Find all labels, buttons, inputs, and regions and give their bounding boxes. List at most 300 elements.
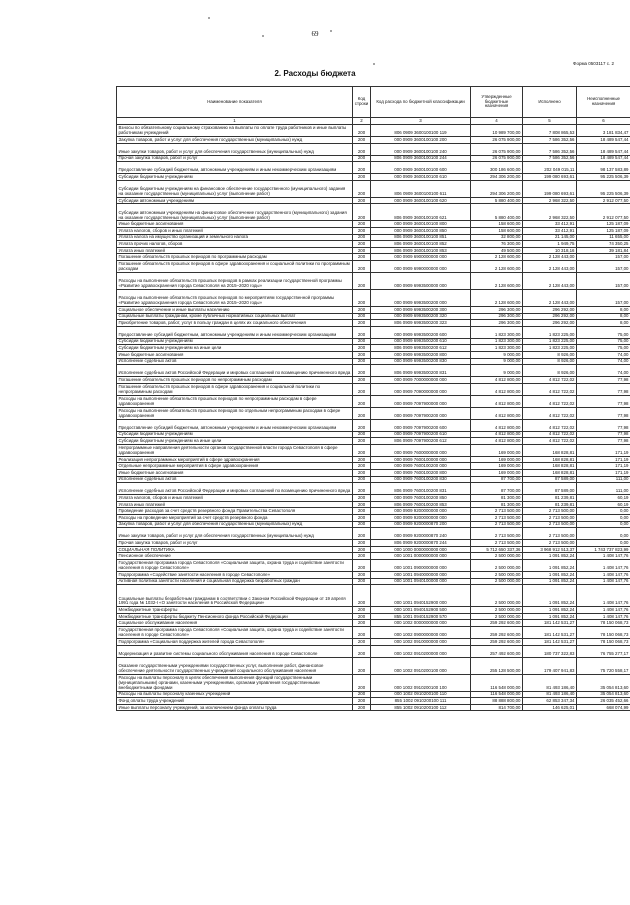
cell-unexecuted: 77,98 [577,419,630,431]
cell-executed: 181 142 531,27 [523,620,577,627]
cell-unexecuted: 1 408 147,76 [577,585,630,607]
cell-classification-code: 000 0909 7097900200 000 [371,407,471,419]
cell-unexecuted: 157,00 [577,254,630,261]
cell-name: Проведение расходов за счет средств резервного фонда Правительства Севастополя [117,508,353,515]
cell-name: Подпрограмма «Содействие занятости населения в городе Севастополе» [117,572,353,579]
cell-classification-code: 806 0909 7600100200 853 [371,501,471,508]
cell-classification-code: 000 0909 7600100000 000 [371,456,471,463]
table-row [117,241,630,248]
cell-name: Исполнение судебных актов [117,476,353,483]
cell-line-code: 200 [353,476,371,483]
cell-unexecuted: 171,19 [577,444,630,456]
cell-name: Субсидии бюджетным учреждениям [117,174,353,181]
cell-name: Уплата налогов, сборов и иных платежей [117,227,353,234]
cell-unexecuted: 1 408 147,76 [577,572,630,579]
cell-executed: 4 812 722,02 [523,383,577,395]
header-approved: Утвержденные бюджетные назначения [471,87,523,118]
cell-executed: 10 318,16 [523,247,577,254]
cell-line-code: 200 [353,528,371,540]
cell-unexecuted: 2 912 077,50 [577,204,630,221]
cell-line-code: 200 [353,585,371,607]
cell-line-code: 200 [353,546,371,553]
table-row [117,338,630,345]
cell-approved: 4 812 800,00 [471,431,523,438]
cell-name: Субсидии бюджетным учреждениям [117,338,353,345]
section-title: 2. Расходы бюджета [274,69,356,78]
cell-approved: 169 000,00 [471,444,523,456]
cell-line-code: 200 [353,657,371,674]
cell-unexecuted: 77,98 [577,395,630,407]
cell-classification-code: 000 0909 6993500200 300 [371,306,471,313]
cell-classification-code: 000 0909 6993500200 610 [371,338,471,345]
cell-approved: 5 712 650 337,36 [471,546,523,553]
cell-line-code: 200 [353,204,371,221]
cell-line-code: 200 [353,320,371,327]
cell-executed: 2 713 500,00 [523,515,577,522]
cell-line-code: 200 [353,645,371,657]
cell-name: Реализация непрограммных мероприятий в сфере здравоохранения [117,456,353,463]
cell-approved: 2 500 000,00 [471,553,523,560]
cell-executed: 2 713 500,00 [523,508,577,515]
cell-classification-code: 000 0909 7600100200 850 [371,495,471,502]
cell-line-code: 200 [353,501,371,508]
column-numbers-row [117,118,630,125]
cell-unexecuted: 74 350,25 [577,241,630,248]
table-row [117,313,630,320]
cell-approved: 2 128 600,00 [471,260,523,272]
cell-classification-code: 000 1002 0910000000 000 [371,638,471,645]
cell-name: Исполнение судебных актов Российской Федерации и мировых соглашений по возмещению причиненного вреда [117,483,353,495]
cell-line-code: 200 [353,613,371,620]
table-row [117,358,630,365]
table-row [117,620,630,627]
cell-unexecuted: 74,00 [577,358,630,365]
cell-unexecuted: 78 150 068,73 [577,626,630,638]
cell-classification-code: 000 1001 0900000000 000 [371,560,471,572]
cell-executed: 7 586 352,56 [523,137,577,144]
table-row [117,351,630,358]
cell-name: Исполнение судебных актов Российской Федерации и мировых соглашений по возмещению причиненного вреда [117,365,353,377]
cell-line-code: 200 [353,483,371,495]
cell-unexecuted: 75,00 [577,338,630,345]
cell-name: Иные закупки товаров, работ и услуг для обеспечения государственных (муниципальных) нужд [117,528,353,540]
cell-unexecuted: 0,00 [577,540,630,547]
cell-classification-code: 855 1001 0940152900 570 [371,613,471,620]
table-row [117,495,630,502]
cell-line-code: 200 [353,377,371,384]
cell-name: Подпрограмма «Социальная поддержка жителей города Севастополя» [117,638,353,645]
cell-classification-code: 000 0909 6993500200 800 [371,351,471,358]
table-row [117,326,630,338]
cell-executed: 7 586 352,56 [523,143,577,155]
cell-line-code: 200 [353,704,371,711]
cell-line-code: 200 [353,358,371,365]
cell-executed: 180 737 322,83 [523,645,577,657]
cell-approved: 814 700,00 [471,704,523,711]
cell-approved: 296 300,00 [471,320,523,327]
cell-unexecuted: 60,19 [577,495,630,502]
cell-approved: 2 500 000,00 [471,613,523,620]
cell-unexecuted: 77,98 [577,377,630,384]
cell-classification-code: 806 0909 3600100100 119 [371,125,471,137]
cell-executed: 1 949,75 [523,241,577,248]
cell-approved: 169 000,00 [471,463,523,470]
cell-name: Государственная программа города Севастополя «Социальная защита, охрана труда и содействие занятости населения в городе Севастополе» [117,626,353,638]
cell-classification-code: 000 0909 7097900000 000 [371,395,471,407]
cell-approved: 255 128 500,00 [471,657,523,674]
cell-unexecuted: 2 912 077,50 [577,197,630,204]
table-row [117,540,630,547]
cell-executed: 4 812 722,02 [523,431,577,438]
cell-name: Государственная программа города Севастополя «Социальная защита, охрана труда и содействие занятости населения в городе Севастополе» [117,560,353,572]
table-row [117,626,630,638]
cell-approved: 1 823 300,00 [471,338,523,345]
cell-name: Расходы на выполнение обязательств прошлых периодов в рамках реализации государственной программы «Развитие здравоохранения города Севастополя на 2015–2020 годы» [117,272,353,289]
cell-approved: 2 500 000,00 [471,585,523,607]
cell-name: Субсидии бюджетным учреждениям на иные цели [117,345,353,352]
cell-classification-code: 000 1001 0940152900 000 [371,585,471,607]
cell-unexecuted: 95 225 506,39 [577,180,630,197]
cell-name: Уплата иных платежей [117,501,353,508]
table-row [117,155,630,162]
table-row [117,137,630,144]
page-number: 69 [311,30,319,38]
column-number: 6 [577,118,630,125]
cell-approved: 2 128 600,00 [471,254,523,261]
table-row [117,419,630,431]
table-row [117,306,630,313]
cell-executed: 7 808 865,53 [523,125,577,137]
cell-classification-code: 855 1002 0910200100 111 [371,698,471,705]
table-row [117,260,630,272]
cell-unexecuted: 125 187,09 [577,221,630,228]
cell-unexecuted: 18 489 547,44 [577,137,630,144]
table-row [117,578,630,585]
cell-line-code: 200 [353,313,371,320]
cell-name: Пенсионное обеспечение [117,553,353,560]
cell-executed: 168 828,81 [523,463,577,470]
cell-line-code: 200 [353,540,371,547]
cell-unexecuted: 171,19 [577,463,630,470]
cell-approved: 2 713 500,00 [471,521,523,528]
table-row [117,508,630,515]
table-row [117,431,630,438]
cell-classification-code: 000 0909 6993500200 600 [371,326,471,338]
cell-approved: 32 800,00 [471,234,523,241]
cell-approved: 1 823 300,00 [471,345,523,352]
cell-name: Межбюджетные трансферты бюджету Пенсионного фонда Российской Федерации [117,613,353,620]
cell-approved: 26 075 900,00 [471,155,523,162]
cell-executed: 4 812 722,02 [523,438,577,445]
cell-classification-code: 000 0909 6993500200 320 [371,313,471,320]
cell-unexecuted: 77,98 [577,407,630,419]
cell-approved: 296 300,00 [471,306,523,313]
header-unexecuted: Неисполненные назначения [577,87,630,118]
cell-approved: 9 000,00 [471,358,523,365]
cell-name: Социальное обеспечение и иные выплаты населению [117,306,353,313]
cell-classification-code: 000 0909 9200000000 000 [371,508,471,515]
cell-approved: 5 880 400,00 [471,204,523,221]
cell-unexecuted: 111,00 [577,476,630,483]
cell-executed: 1 823 225,00 [523,326,577,338]
table-row [117,698,630,705]
cell-unexecuted: 78 150 068,73 [577,638,630,645]
cell-unexecuted: 39 181,84 [577,247,630,254]
cell-approved: 116 548 000,00 [471,674,523,691]
cell-approved: 116 548 000,00 [471,691,523,698]
cell-executed: 87 589,00 [523,476,577,483]
cell-unexecuted: 11 655,00 [577,234,630,241]
cell-approved: 26 075 900,00 [471,143,523,155]
cell-executed: 8 926,00 [523,351,577,358]
cell-executed: 1 091 852,24 [523,553,577,560]
table-row [117,438,630,445]
cell-line-code: 200 [353,234,371,241]
table-row [117,638,630,645]
cell-name: Расходы на выплаты персоналу казенных учреждений [117,691,353,698]
cell-classification-code: 000 1001 0940100000 000 [371,578,471,585]
cell-classification-code: 000 1002 0000000000 000 [371,620,471,627]
cell-name: Социальные выплаты гражданам, кроме публичных нормативных социальных выплат [117,313,353,320]
cell-classification-code: 806 0909 6993500200 612 [371,345,471,352]
table-row [117,470,630,477]
cell-unexecuted: 1 408 147,76 [577,578,630,585]
cell-line-code: 200 [353,638,371,645]
cell-line-code: 200 [353,326,371,338]
cell-classification-code: 000 1001 0000000000 000 [371,553,471,560]
cell-approved: 2 128 600,00 [471,289,523,306]
cell-name: Погашение обязательств прошлых периодов по программным расходам [117,254,353,261]
cell-line-code: 200 [353,395,371,407]
cell-executed: 296 292,00 [523,313,577,320]
cell-unexecuted: 18 489 547,44 [577,143,630,155]
cell-executed: 4 812 722,02 [523,395,577,407]
cell-unexecuted: 74,00 [577,351,630,358]
cell-line-code: 200 [353,351,371,358]
cell-line-code: 200 [353,521,371,528]
cell-line-code: 200 [353,180,371,197]
cell-unexecuted: 75,00 [577,326,630,338]
cell-name: Социальные выплаты безработным гражданам в соответствии с Законом Российской Федерации от 19 апреля 1991 года № 1032-I «О занятости населения в Российской Федерации» [117,585,353,607]
cell-executed: 296 292,00 [523,306,577,313]
cell-executed: 8 926,00 [523,365,577,377]
table-row [117,221,630,228]
cell-approved: 10 989 700,00 [471,125,523,137]
cell-name: Иные выплаты персоналу учреждений, за исключением фонда оплаты труда [117,704,353,711]
cell-classification-code: 000 1002 0910200100 110 [371,691,471,698]
cell-name: Закупка товаров, работ и услуг для обеспечения государственных (муниципальных) нужд [117,137,353,144]
cell-line-code: 200 [353,338,371,345]
cell-unexecuted: 1 743 737 823,99 [577,546,630,553]
cell-approved: 2 713 500,00 [471,515,523,522]
cell-approved: 2 713 500,00 [471,540,523,547]
cell-executed: 1 091 852,24 [523,585,577,607]
cell-name: Социальное обслуживание населения [117,620,353,627]
cell-approved: 2 500 000,00 [471,607,523,614]
table-row [117,320,630,327]
cell-classification-code: 000 0909 7097900200 610 [371,431,471,438]
table-row [117,407,630,419]
cell-name: Исполнение судебных актов [117,358,353,365]
cell-name: Межбюджетные трансферты [117,607,353,614]
table-row [117,377,630,384]
cell-name: Расходы на выплаты персоналу в целях обеспечения выполнения функций государственными (муниципальными) органами, казенными учреждениями, органами управления государственными внебюджетными фондами [117,674,353,691]
cell-unexecuted: 26 035 452,66 [577,698,630,705]
cell-classification-code: 000 0909 3600100100 200 [371,137,471,144]
cell-approved: 2 500 000,00 [471,572,523,579]
cell-approved: 4 812 800,00 [471,395,523,407]
cell-executed: 2 713 500,00 [523,521,577,528]
cell-unexecuted: 35 054 813,60 [577,674,630,691]
cell-executed: 33 412,91 [523,227,577,234]
cell-line-code: 200 [353,137,371,144]
cell-executed: 2 128 443,00 [523,272,577,289]
table-row [117,365,630,377]
cell-name: Приобретение товаров, работ, услуг в пользу граждан в целях их социального обеспечения [117,320,353,327]
table-row [117,162,630,174]
table-row [117,463,630,470]
table-row [117,553,630,560]
cell-name: Уплата иных платежей [117,247,353,254]
cell-approved: 9 000,00 [471,365,523,377]
cell-name: Активная политика занятости населения и социальная поддержка безработных граждан [117,578,353,585]
column-number: 5 [523,118,577,125]
cell-executed: 1 091 852,24 [523,613,577,620]
cell-executed: 2 128 443,00 [523,260,577,272]
cell-line-code: 200 [353,365,371,377]
cell-executed: 3 968 912 513,37 [523,546,577,553]
cell-unexecuted: 76 755 277,17 [577,645,630,657]
cell-line-code: 200 [353,227,371,234]
cell-classification-code: 000 0909 3600100100 850 [371,227,471,234]
table-row [117,476,630,483]
cell-classification-code: 806 0909 6993500200 323 [371,320,471,327]
cell-approved: 158 600,00 [471,227,523,234]
cell-name: Прочая закупка товаров, работ и услуг [117,155,353,162]
cell-line-code: 200 [353,155,371,162]
cell-approved: 4 812 800,00 [471,438,523,445]
cell-executed: 146 625,01 [523,704,577,711]
cell-name: Погашение обязательств прошлых периодов по непрограммным расходам [117,377,353,384]
table-row [117,383,630,395]
cell-executed: 62 853 347,34 [523,698,577,705]
cell-classification-code: 000 0909 9200000000 000 [371,515,471,522]
cell-unexecuted: 157,00 [577,289,630,306]
cell-approved: 2 500 000,00 [471,578,523,585]
cell-executed: 181 142 531,27 [523,626,577,638]
cell-classification-code: 806 0909 3600100100 611 [371,180,471,197]
cell-line-code: 200 [353,470,371,477]
scan-speck [208,17,210,19]
cell-line-code: 200 [353,674,371,691]
cell-approved: 4 812 800,00 [471,377,523,384]
cell-name: Субсидии бюджетным учреждениям [117,431,353,438]
cell-approved: 257 492 600,00 [471,645,523,657]
cell-name: Непрограммные направления деятельности органов государственной власти города Севастополя в сфере здравоохранения [117,444,353,456]
header-classification-code: Код расхода по бюджетной классификации [371,87,471,118]
cell-line-code: 200 [353,431,371,438]
header-line-code: Код строки [353,87,371,118]
cell-name: Предоставление субсидий бюджетным, автономным учреждениям и иным некоммерческим организациям [117,162,353,174]
cell-line-code: 200 [353,495,371,502]
cell-name: Иные бюджетные ассигнования [117,351,353,358]
cell-line-code: 200 [353,698,371,705]
cell-approved: 294 306 200,00 [471,180,523,197]
cell-classification-code: 000 1001 0940152900 500 [371,607,471,614]
table-row [117,143,630,155]
table-row [117,546,630,553]
column-number: 2 [353,118,371,125]
column-number: 1 [117,118,353,125]
cell-line-code: 200 [353,515,371,522]
cell-unexecuted: 77,98 [577,431,630,438]
cell-unexecuted: 668 074,99 [577,704,630,711]
cell-executed: 2 713 500,00 [523,540,577,547]
cell-approved: 2 128 600,00 [471,272,523,289]
cell-line-code: 200 [353,221,371,228]
cell-unexecuted: 0,00 [577,521,630,528]
table-row [117,607,630,614]
scan-speck [373,63,375,65]
cell-name: Предоставление субсидий бюджетным, автономным учреждениям и иным некоммерческим организациям [117,419,353,431]
cell-line-code: 200 [353,289,371,306]
cell-approved: 169 000,00 [471,456,523,463]
cell-name: Субсидии бюджетным учреждениям на иные цели [117,438,353,445]
cell-executed: 199 080 693,61 [523,174,577,181]
cell-classification-code: 000 1002 0910200000 000 [371,645,471,657]
cell-name: Отдельные непрограммные мероприятия в сфере здравоохранения [117,463,353,470]
scan-speck [330,30,332,32]
cell-classification-code: 806 0909 3600100100 851 [371,234,471,241]
cell-executed: 2 128 443,00 [523,289,577,306]
cell-classification-code: 806 0909 3600100100 621 [371,204,471,221]
table-row [117,528,630,540]
cell-classification-code: 806 0909 9200000870 244 [371,540,471,547]
cell-classification-code: 000 0909 6900000000 000 [371,254,471,261]
form-code: Форма 0503117 с. 2 [573,61,614,66]
cell-approved: 88 888 800,00 [471,698,523,705]
cell-name: Закупка товаров, работ и услуг для обеспечения государственных (муниципальных) нужд [117,521,353,528]
cell-unexecuted: 0,00 [577,528,630,540]
cell-name: Оказание государственными учреждениями государственных услуг, выполнение работ, финансовое обеспечение деятельности государственных учреждений социального обслуживания населения [117,657,353,674]
table-row [117,272,630,289]
table-row [117,645,630,657]
table-row [117,254,630,261]
table-row [117,180,630,197]
cell-line-code: 200 [353,345,371,352]
cell-classification-code: 000 0909 7600100200 800 [371,470,471,477]
cell-classification-code: 000 0909 3600100100 800 [371,221,471,228]
table-row [117,501,630,508]
cell-classification-code: 000 0909 3600100100 610 [371,174,471,181]
cell-executed: 4 812 722,02 [523,377,577,384]
cell-classification-code: 000 0909 7600100200 000 [371,463,471,470]
cell-line-code: 200 [353,125,371,137]
cell-classification-code: 000 0909 6990000000 000 [371,260,471,272]
column-number: 4 [471,118,523,125]
cell-line-code: 200 [353,620,371,627]
cell-executed: 168 828,81 [523,444,577,456]
cell-approved: 9 000,00 [471,351,523,358]
cell-approved: 87 700,00 [471,483,523,495]
cell-name: Расходы на выполнение обязательств прошлых периодов по непрограммным расходам в сфере здравоохранения [117,395,353,407]
cell-unexecuted: 75 720 558,17 [577,657,630,674]
cell-classification-code: 000 1002 0910200100 100 [371,674,471,691]
cell-line-code: 200 [353,419,371,431]
cell-executed: 181 142 531,27 [523,638,577,645]
cell-name: Субсидии автономным учреждениям [117,197,353,204]
cell-line-code: 200 [353,407,371,419]
